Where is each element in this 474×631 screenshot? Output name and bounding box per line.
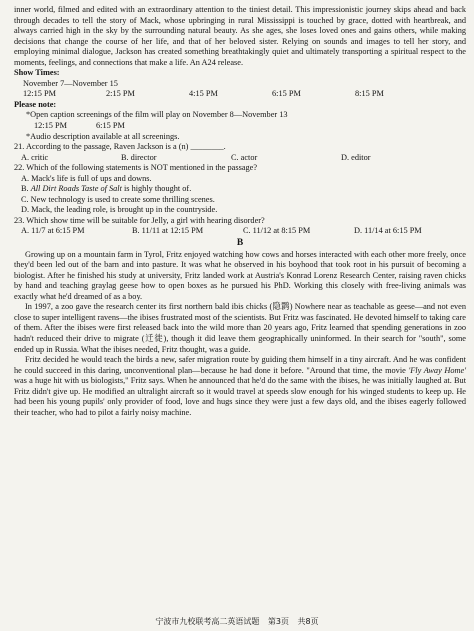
option-c[interactable]: C. New technology is used to create some thrilling scenes. [21, 194, 215, 204]
show-times-block [14, 68, 466, 100]
show-time: 4:15 PM [189, 89, 218, 99]
option-a[interactable]: A. 11/7 at 6:15 PM [21, 226, 85, 236]
show-times-row [23, 89, 466, 100]
show-time: 6:15 PM [272, 89, 301, 99]
option-b[interactable]: B. 11/11 at 12:15 PM [132, 226, 204, 236]
option-a[interactable]: A. critic [21, 152, 49, 162]
question-22 [14, 163, 466, 216]
question-stem: 23. Which show time will be suitable for Jelly, a girl with hearing disorder? [14, 215, 265, 225]
movie-title: 'Fly Away Home' [408, 365, 466, 375]
show-time: 12:15 PM [23, 89, 56, 99]
option-c[interactable]: C. actor [231, 152, 258, 162]
caption-time: 6:15 PM [96, 121, 125, 131]
option-b[interactable] [21, 184, 466, 195]
question-23 [14, 216, 466, 237]
section-heading: B [236, 238, 244, 249]
option-b-prefix: B. [21, 184, 31, 194]
footer-title: 宁波市九校联考高二英语试题 [155, 617, 260, 627]
audio-note: *Audio description available at all screenings. [26, 131, 180, 141]
passage-a-text: inner world, filmed and edited with an extraordinary attention to the tiniest detail. This impressionistic journey skips ahead and back through decades to tell the story of Mack, whose upbringing in rural Mississippi is touched by grace, dotted with heartbreak, and always carried high in the sky by the surrounding natural beauty. As she ages, she loses loved ones and gains others, while making decisions that change the course of her life, and that of her beloved sister. Relying on sounds and images to tell her story, and employing minimal dialogue, Jackson has created something breathtakingly quiet and ultimately transporting a spiritual respect to the moments, feelings, and connections that make a life. An A24 release. [14, 5, 466, 67]
show-times-heading: Show Times: [14, 68, 60, 78]
option-a[interactable]: A. Mack's life is full of ups and downs. [21, 173, 152, 183]
paragraph [14, 355, 466, 418]
show-times-dates: November 7—November 15 [23, 78, 118, 88]
option-d[interactable]: D. editor [341, 152, 371, 162]
options-row [21, 226, 466, 237]
please-note-block [14, 100, 466, 142]
question-stem: 21. According to the passage, Raven Jackson is a (n) ________. [14, 142, 226, 152]
show-time: 2:15 PM [106, 89, 135, 99]
caption-time: 12:15 PM [34, 121, 67, 131]
option-b-suffix: is highly thought of. [121, 184, 192, 194]
paragraph-end: was a huge hit with us biologists," Fritz says. When he announced that he'd do the same with the ibises, he was initially laughed at. But Fritz didn't give up. He modified an ultralight aircraft so it would travel at speeds slow enough for his winged students to keep up. He had been his young pupils' only provider of food, love and hugs since they were just a few days old, and the ibises eagerly followed their teacher, who had to pilot a fairly noisy machine. [14, 376, 466, 417]
paragraph-start: Fritz decided he would teach the birds a new, safer migration route by guiding them himself in a tiny aircraft. And he was confident he could succeed in this daring, unconventional plan—because he had done it before. "Around that time, the movie [14, 355, 466, 375]
film-title: All Dirt Roads Taste of Salt [30, 184, 122, 194]
paragraph: In 1997, a zoo gave the research center its first northern bald ibis chicks (隐鹮) Nowhere near as teachable as geese—and not even close to super intelligent ravens—the ibises frustrated most of the scientists. But Fritz was fascinated. He devoted himself to taking care of them. After the ibises were first released back into the wild more than 20 years ago, Fritz learned that spending generations in zoo hadn't reduced their drive to migrate (迁徙), though it did leave them geographically uninformed. In their search for "south", some ended up in Russia. What the ibises needed, Fritz thought, was a guide. [14, 302, 466, 354]
option-d[interactable]: D. 11/14 at 6:15 PM [354, 226, 422, 236]
paragraph: Growing up on a mountain farm in Tyrol, Fritz enjoyed watching how cows and horses interacted with each other more freely, once they'd been led out of the barn and into pasture. It was what he observed in his boyhood that took root in his pursuit of becoming a biologist. After he finished his study at university, Fritz landed work at Austria's Konrad Lorenz Research Center, raising raven chicks by hand and teaching graylag geese how to open boxes as he pursued his PhD. Working this closely with free-living animals was exactly what he'd dreamed of as a boy. [14, 249, 466, 301]
caption-times-row [34, 121, 466, 132]
question-stem: 22. Which of the following statements is NOT mentioned in the passage? [14, 163, 258, 173]
caption-note: *Open caption screenings of the film will play on November 8—November 13 [26, 110, 288, 120]
option-d[interactable]: D. Mack, the leading role, is brought up in the countryside. [21, 205, 218, 215]
options-row [21, 153, 466, 164]
show-time: 8:15 PM [355, 89, 384, 99]
page-footer [0, 617, 474, 628]
please-note-heading: Please note: [14, 99, 57, 109]
footer-total-pages: 共8页 [297, 617, 319, 627]
option-b[interactable]: B. director [121, 152, 157, 162]
footer-page-number: 第3页 [267, 617, 289, 627]
option-c[interactable]: C. 11/12 at 8:15 PM [243, 226, 311, 236]
question-21 [14, 142, 466, 163]
